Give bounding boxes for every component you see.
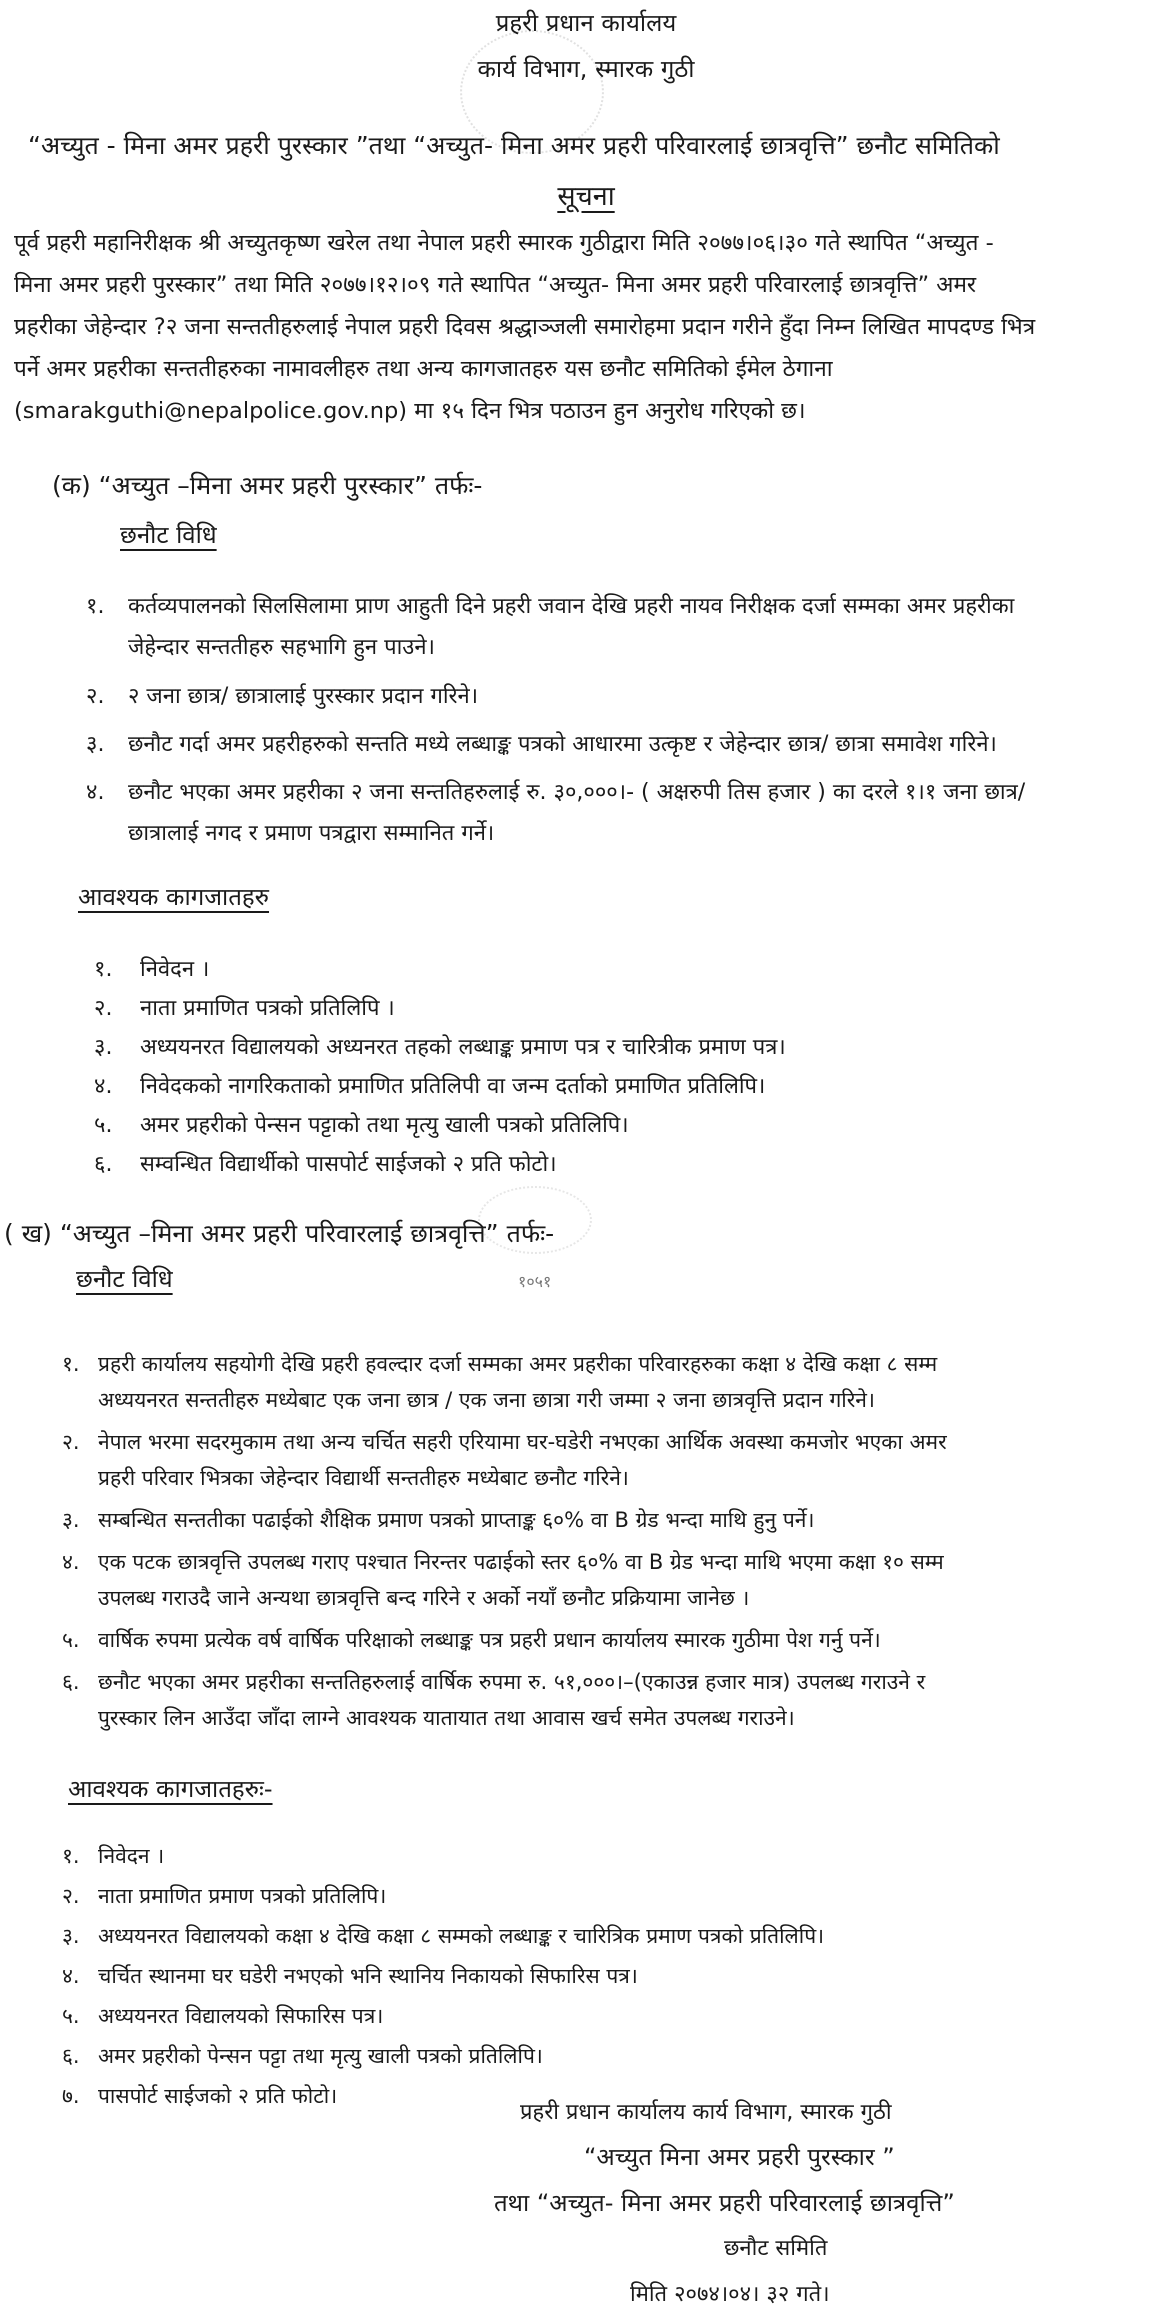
department-name: कार्य विभाग, स्मारक गुठी: [477, 55, 695, 83]
notice-title: सूचना: [557, 181, 615, 212]
section-kha-item: [0, 1346, 1172, 1424]
section-ka-item: [0, 676, 1172, 717]
intro-line: (smarakguthi@nepalpolice.gov.np) मा १५ दिन भित्र पठाउन हुन अनुरोध गरिएको छ।: [14, 398, 806, 424]
item-number: १.: [86, 594, 105, 619]
item-number: ४.: [86, 780, 105, 805]
section-kha-heading: ( ख) “अच्युत –मिना अमर प्रहरी परिवारलाई छात्रवृत्ति” तर्फः-: [4, 1219, 555, 1248]
doc-item: [0, 1145, 1172, 1184]
doc-number: ७.: [62, 2084, 80, 2108]
doc-text: नाता प्रमाणित प्रमाण पत्रको प्रतिलिपि।: [98, 1884, 387, 1908]
doc-item: [0, 1956, 1172, 1996]
item-number: ३.: [86, 732, 105, 757]
doc-text: अध्ययनरत विद्यालयको कक्षा ४ देखि कक्षा ८ सम्मको लब्धाङ्क र चारित्रिक प्रमाण पत्रको प्रतिलिपि।: [98, 1924, 825, 1948]
intro-line: पूर्व प्रहरी महानिरीक्षक श्री अच्युतकृष्ण खरेल तथा नेपाल प्रहरी स्मारक गुठीद्वारा मिति २०७७।०६।३० गते स्थापित “अच्युत -: [14, 230, 994, 256]
doc-text: चर्चित स्थानमा घर घडेरी नभएको भनि स्थानिय निकायको सिफारिस पत्र।: [98, 1964, 638, 1988]
doc-number: ६.: [94, 1152, 113, 1177]
section-kha-item: [0, 1424, 1172, 1502]
footer-committee: छनौट समिति: [724, 2236, 828, 2261]
section-ka-docs-title: आवश्यक कागजातहरु: [78, 883, 270, 911]
section-kha-item: [0, 1622, 1172, 1664]
item-text: प्रहरी परिवार भित्रका जेहेन्दार विद्यार्थी सन्ततीहरु मध्येबाट छनौट गरिने।: [98, 1466, 629, 1490]
office-name: प्रहरी प्रधान कार्यालय: [495, 9, 677, 37]
section-kha-item: [0, 1502, 1172, 1544]
footer-scholarship-name: तथा “अच्युत- मिना अमर प्रहरी परिवारलाई छात्रवृत्ति”: [494, 2189, 955, 2217]
committee-title: “अच्युत - मिना अमर प्रहरी पुरस्कार ”तथा “अच्युत- मिना अमर प्रहरी परिवारलाई छात्रवृत्ति” छनौट समितिको: [28, 131, 1000, 160]
doc-number: ५.: [62, 2004, 80, 2028]
item-text: छनौट गर्दा अमर प्रहरीहरुको सन्तति मध्ये लब्धाङ्क पत्रको आधारमा उत्कृष्ट र जेहेन्दार छात्र/ छात्रा समावेश गरिने।: [128, 732, 997, 757]
doc-text: अध्ययनरत विद्यालयको अध्यनरत तहको लब्धाङ्क प्रमाण पत्र र चारित्रीक प्रमाण पत्र।: [140, 1035, 786, 1060]
doc-number: ६.: [62, 2044, 80, 2068]
intro-line: प्रहरीका जेहेन्दार ?२ जना सन्ततीहरुलाई नेपाल प्रहरी दिवस श्रद्धाञ्जली समारोहमा प्रदान गरीने हुँदा निम्न लिखित मापदण्ड भित्र: [14, 314, 1036, 340]
item-number: २.: [86, 684, 105, 709]
section-ka-item: [0, 724, 1172, 765]
item-text: अध्ययनरत सन्ततीहरु मध्येबाट एक जना छात्र / एक जना छात्रा गरी जम्मा २ जना छात्रवृत्ति प्रदान गरिने।: [98, 1388, 875, 1412]
doc-number: १.: [94, 957, 113, 982]
doc-number: २.: [94, 996, 113, 1021]
doc-item: [0, 1028, 1172, 1067]
intro-line: मिना अमर प्रहरी पुरस्कार” तथा मिति २०७७।१२।०९ गते स्थापित “अच्युत- मिना अमर प्रहरी परिवारलाई छात्रवृत्ति” अमर: [14, 272, 977, 298]
doc-text: अमर प्रहरीको पेन्सन पट्टा तथा मृत्यु खाली पत्रको प्रतिलिपि।: [98, 2044, 543, 2068]
doc-text: निवेदन ।: [140, 957, 210, 982]
item-text: कर्तव्यपालनको सिलसिलामा प्राण आहुती दिने प्रहरी जवान देखि प्रहरी नायव निरीक्षक दर्जा सम्मका अमर प्रहरीका: [128, 594, 1015, 619]
doc-item: [0, 989, 1172, 1028]
item-text: जेहेन्दार सन्ततीहरु सहभागि हुन पाउने।: [128, 635, 435, 660]
doc-number: ३.: [94, 1035, 113, 1060]
doc-text: सम्वन्धित विद्यार्थीको पासपोर्ट साईजको २ प्रति फोटो।: [140, 1152, 557, 1177]
section-kha-method-title: छनौट विधि: [76, 1265, 173, 1293]
doc-text: निवेदन ।: [98, 1844, 165, 1868]
section-ka-heading: (क) “अच्युत –मिना अमर प्रहरी पुरस्कार” तर्फः-: [52, 471, 483, 500]
doc-text: अमर प्रहरीको पेन्सन पट्टाको तथा मृत्यु खाली पत्रको प्रतिलिपि।: [140, 1113, 629, 1138]
section-ka-docs-list: [0, 950, 1172, 1184]
doc-text: अध्ययनरत विद्यालयको सिफारिस पत्र।: [98, 2004, 384, 2028]
section-kha-items: [0, 1346, 1172, 1742]
doc-text: नाता प्रमाणित पत्रको प्रतिलिपि ।: [140, 996, 395, 1021]
item-text: पुरस्कार लिन आउँदा जाँदा लाग्ने आवश्यक यातायात तथा आवास खर्च समेत उपलब्ध गराउने।: [98, 1706, 795, 1730]
doc-number: ५.: [94, 1113, 113, 1138]
item-text: छात्रालाई नगद र प्रमाण पत्रद्वारा सम्मानित गर्ने।: [128, 821, 495, 846]
footer-award-name: “अच्युत मिना अमर प्रहरी पुरस्कार ”: [584, 2143, 895, 2171]
section-kha-docs-title: आवश्यक कागजातहरुः-: [68, 1775, 273, 1803]
item-number: २.: [62, 1430, 80, 1454]
doc-text: निवेदकको नागरिकताको प्रमाणित प्रतिलिपी वा जन्म दर्ताको प्रमाणित प्रतिलिपि।: [140, 1074, 766, 1099]
item-text: नेपाल भरमा सदरमुकाम तथा अन्य चर्चित सहरी एरियामा घर-घडेरी नभएका आर्थिक अवस्था कमजोर भएका अमर: [98, 1430, 947, 1454]
doc-text: पासपोर्ट साईजको २ प्रति फोटो।: [98, 2084, 338, 2108]
doc-number: ३.: [62, 1924, 80, 1948]
item-text: उपलब्ध गराउदै जाने अन्यथा छात्रवृत्ति बन्द गरिने र अर्को नयाँ छनौट प्रक्रियामा जानेछ ।: [98, 1586, 750, 1610]
doc-item: [0, 1836, 1172, 1876]
item-number: ३.: [62, 1508, 80, 1532]
doc-item: [0, 1996, 1172, 2036]
section-kha-item: [0, 1544, 1172, 1622]
intro-paragraph: [14, 222, 1160, 432]
item-number: ४.: [62, 1550, 80, 1574]
item-text: छनौट भएका अमर प्रहरीका सन्ततिहरुलाई वार्षिक रुपमा रु. ५१,०००।–(एकाउन्न हजार मात्र) उपलब्ध गराउने र: [98, 1670, 926, 1694]
item-text: सम्बन्धित सन्ततीका पढाईको शैक्षिक प्रमाण पत्रको प्राप्ताङ्क ६०% वा B ग्रेड भन्दा माथि हुनु पर्ने।: [98, 1508, 815, 1532]
item-text: प्रहरी कार्यालय सहयोगी देखि प्रहरी हवल्दार दर्जा सम्मका अमर प्रहरीका परिवारहरुका कक्षा ४ देखि कक्षा ८ सम्म: [98, 1352, 938, 1376]
stamp-number: १०५१: [518, 1272, 552, 1291]
item-text: छनौट भएका अमर प्रहरीका २ जना सन्ततिहरुलाई रु. ३०,०००।- ( अक्षरुपी तिस हजार ) का दरले १।१ जना छात्र/: [128, 780, 1026, 805]
intro-line: पर्ने अमर प्रहरीका सन्ततीहरुका नामावलीहरु तथा अन्य कागजातहरु यस छनौट समितिको ईमेल ठेगाना: [14, 356, 833, 382]
doc-number: १.: [62, 1844, 80, 1868]
section-ka-method-title: छनौट विधि: [120, 521, 217, 549]
doc-item: [0, 1067, 1172, 1106]
doc-item: [0, 1916, 1172, 1956]
footer-date: मिति २०७४।०४। ३२ गते।: [630, 2282, 830, 2307]
section-kha-item: [0, 1664, 1172, 1742]
doc-item: [0, 2036, 1172, 2076]
item-number: ५.: [62, 1628, 80, 1652]
section-kha-docs-list: [0, 1836, 1172, 2116]
doc-item: [0, 1876, 1172, 1916]
item-text: एक पटक छात्रवृत्ति उपलब्ध गराए पश्चात निरन्तर पढाईको स्तर ६०% वा B ग्रेड भन्दा माथि भएमा कक्षा १० सम्म: [98, 1550, 944, 1574]
item-number: ६.: [62, 1670, 80, 1694]
doc-number: ४.: [62, 1964, 80, 1988]
item-number: १.: [62, 1352, 80, 1376]
doc-item: [0, 1106, 1172, 1145]
item-text: वार्षिक रुपमा प्रत्येक वर्ष वार्षिक परिक्षाको लब्धाङ्क पत्र प्रहरी प्रधान कार्यालय स्मारक गुठीमा पेश गर्नु पर्ने।: [98, 1628, 881, 1652]
doc-number: ४.: [94, 1074, 113, 1099]
doc-item: [0, 950, 1172, 989]
doc-number: २.: [62, 1884, 80, 1908]
footer-office: प्रहरी प्रधान कार्यालय कार्य विभाग, स्मारक गुठी: [520, 2100, 892, 2125]
item-text: २ जना छात्र/ छात्रालाई पुरस्कार प्रदान गरिने।: [128, 684, 479, 709]
section-ka-item: [0, 586, 1172, 668]
section-ka-item: [0, 772, 1172, 854]
